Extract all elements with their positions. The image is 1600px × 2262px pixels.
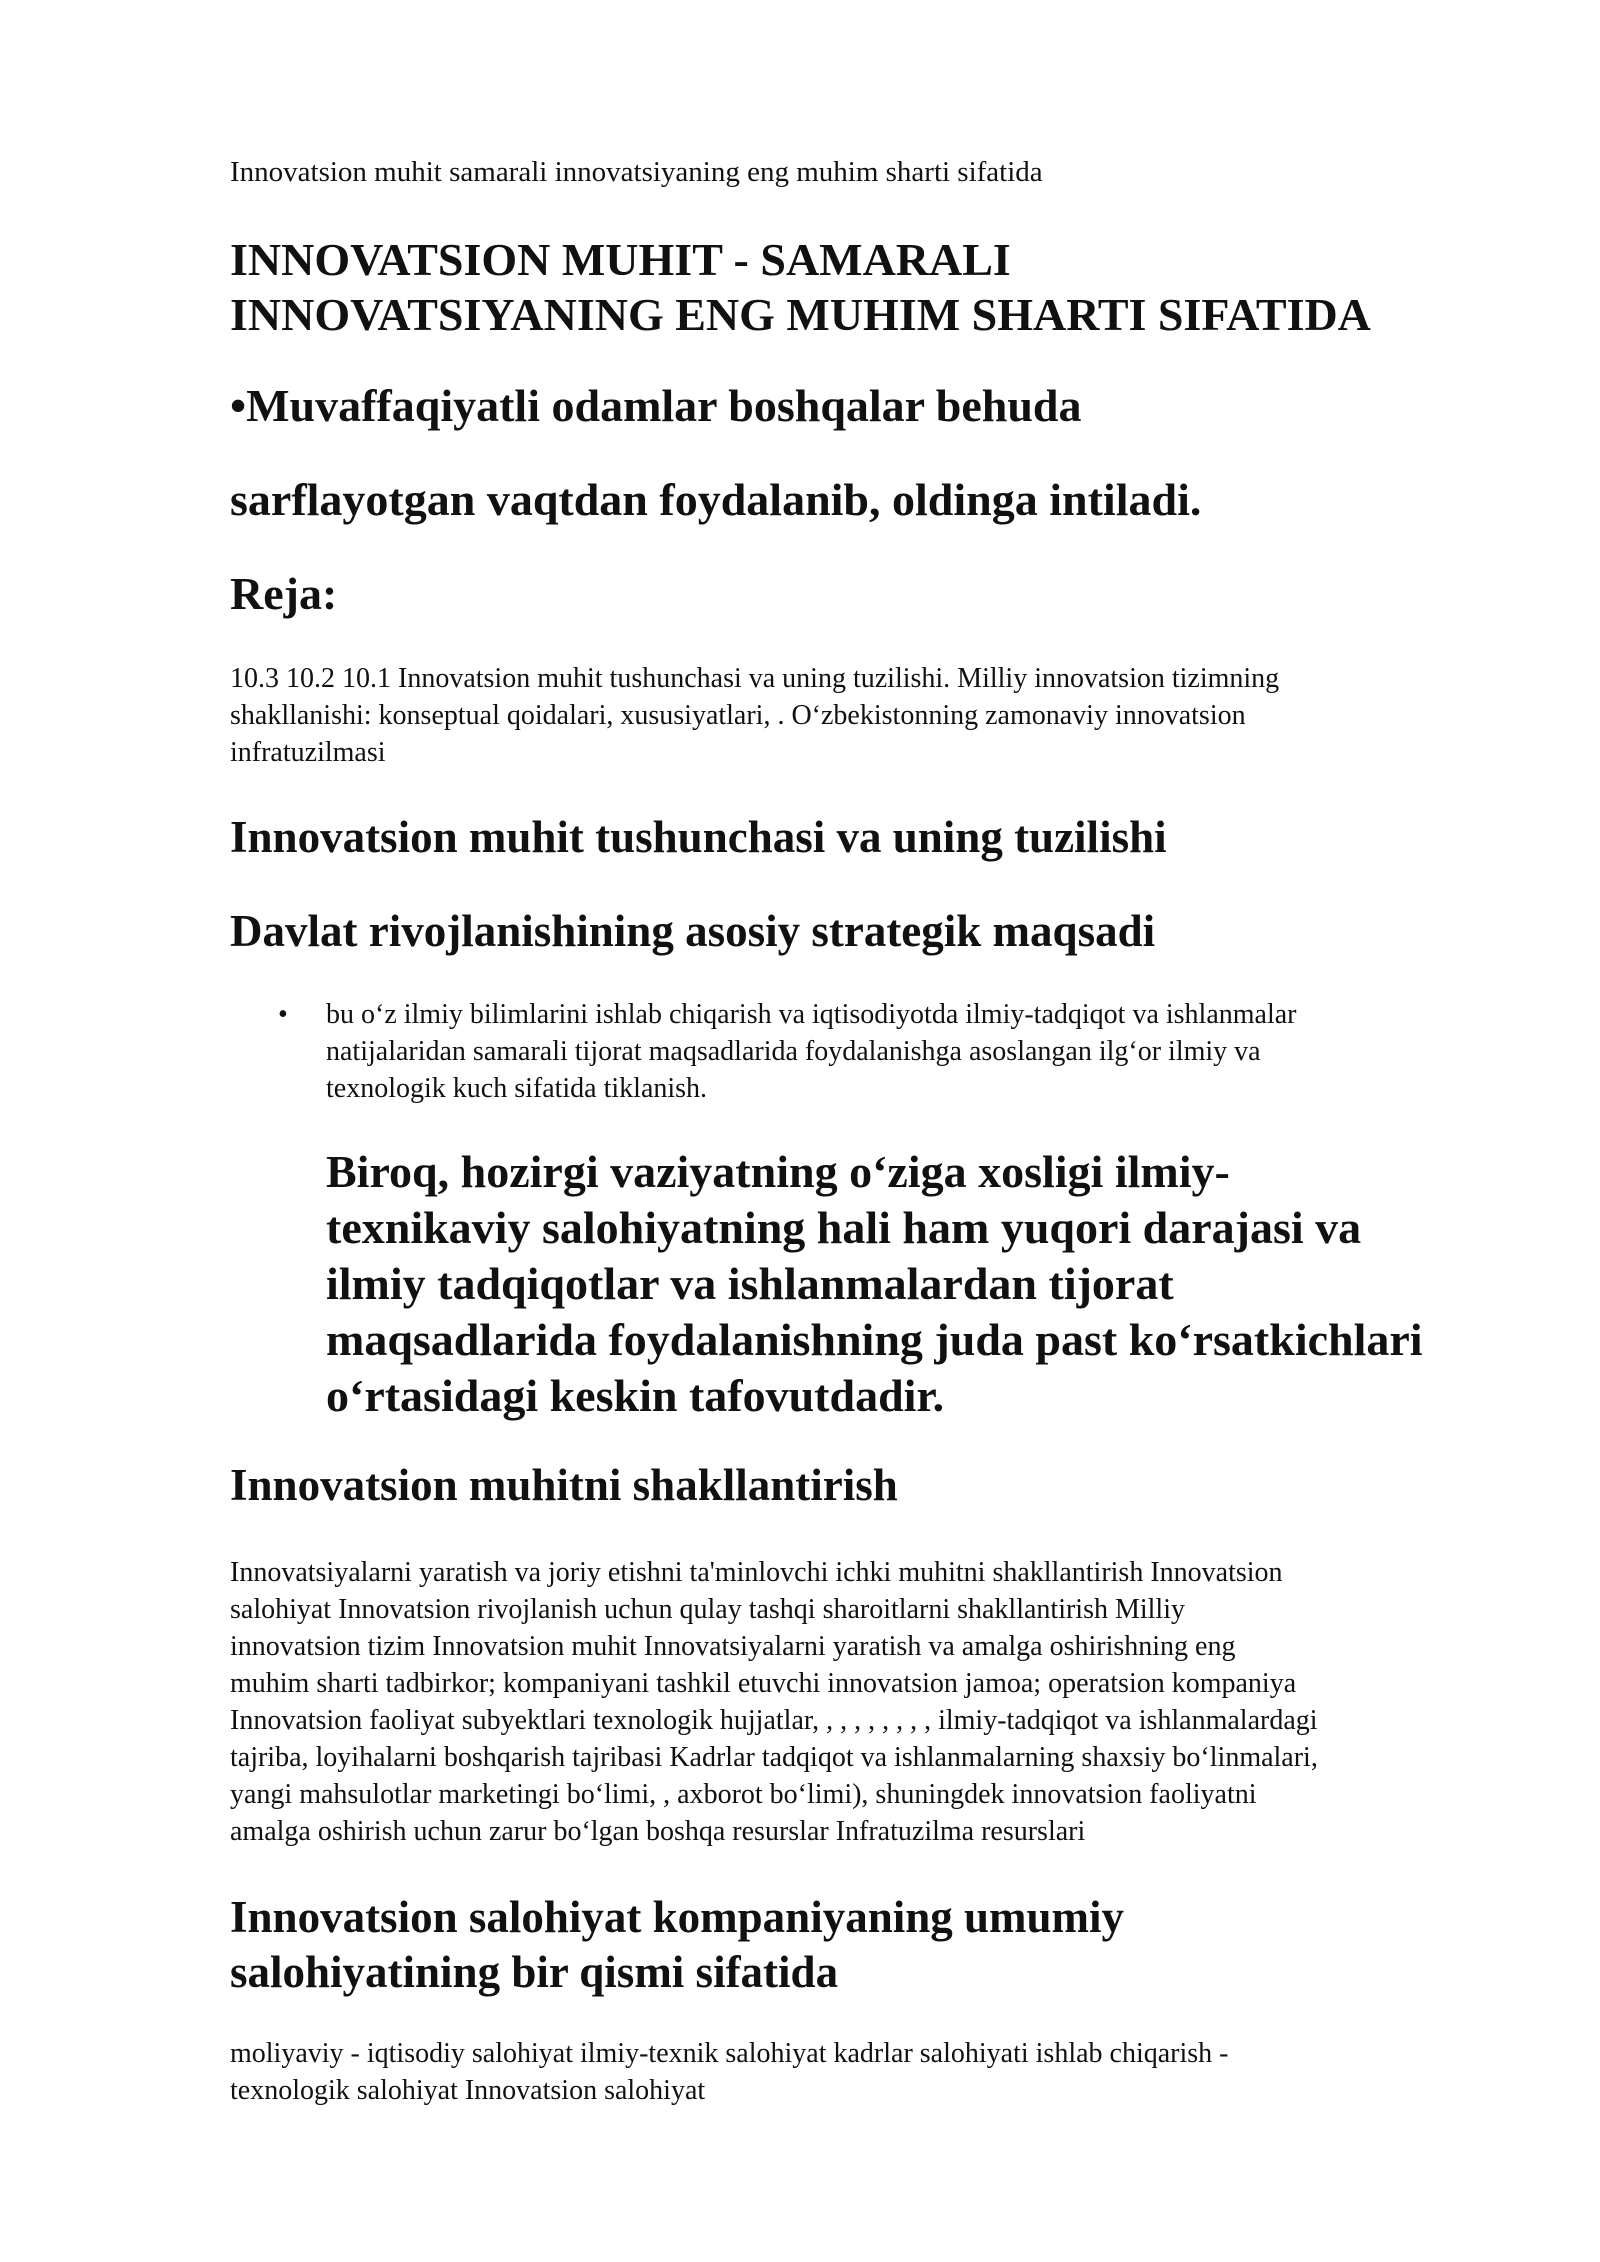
section-heading-potential-line-2: salohiyatining bir qismi sifatida bbox=[230, 1947, 839, 1997]
formation-line-4: muhim sharti tadbirkor; kompaniyani tashkil etuvchi innovatsion jamoa; operatsion kompaniya bbox=[230, 1668, 1297, 1699]
plan-heading: Reja: bbox=[230, 568, 338, 619]
bullet-line-2: natijalaridan samarali tijorat maqsadlarida foydalanishga asoslangan ilg‘or ilmiy va bbox=[326, 1036, 1261, 1067]
formation-text bbox=[230, 1554, 1490, 1850]
potential-line-2: texnologik salohiyat Innovatsion salohiyat bbox=[230, 2075, 706, 2106]
potential-text bbox=[230, 2035, 1490, 2109]
bullet-line-3: texnologik kuch sifatida tiklanish. bbox=[326, 1073, 708, 1104]
plan-text-line-1: 10.3 10.2 10.1 Innovatsion muhit tushunchasi va uning tuzilishi. Milliy innovatsion tizimning bbox=[230, 663, 1280, 694]
plan-text-line-3: infratuzilmasi bbox=[230, 737, 386, 768]
section-heading-potential bbox=[230, 1890, 1490, 2000]
emphasis-line-1: Biroq, hozirgi vaziyatning o‘ziga xosligi ilmiy- bbox=[326, 1146, 1230, 1197]
section-heading-potential-line-1: Innovatsion salohiyat kompaniyaning umumiy bbox=[230, 1892, 1125, 1942]
emphasis-line-5: o‘rtasidagi keskin tafovutdadir. bbox=[326, 1370, 945, 1421]
main-title bbox=[230, 232, 1371, 342]
plan-text bbox=[230, 660, 1490, 771]
plan-text-line-2: shakllanishi: konseptual qoidalari, xususiyatlari, . O‘zbekistonning zamonaviy innovatsion bbox=[230, 700, 1246, 731]
section-heading-concept: Innovatsion muhit tushunchasi va uning tuzilishi bbox=[230, 812, 1167, 862]
formation-line-5: Innovatsion faoliyat subyektlari texnologik hujjatlar, , , , , , , , , ilmiy-tadqiqot va ishlanmalardagi bbox=[230, 1705, 1318, 1736]
emphasis-paragraph bbox=[326, 1144, 1526, 1424]
formation-line-2: salohiyat Innovatsion rivojlanish uchun qulay tashqi sharoitlarni shakllantirish Milliy bbox=[230, 1594, 1185, 1625]
potential-line-1: moliyaviy - iqtisodiy salohiyat ilmiy-texnik salohiyat kadrlar salohiyati ishlab chiqarish - bbox=[230, 2038, 1229, 2069]
document-header: Innovatsion muhit samarali innovatsiyaning eng muhim sharti sifatida bbox=[230, 156, 1043, 188]
bullet-line-1: bu o‘z ilmiy bilimlarini ishlab chiqarish va iqtisodiyotda ilmiy-tadqiqot va ishlanmalar bbox=[326, 999, 1297, 1030]
formation-line-7: yangi mahsulotlar marketingi bo‘limi, , axborot bo‘limi), shuningdek innovatsion faoliyatni bbox=[230, 1779, 1257, 1810]
formation-line-1: Innovatsiyalarni yaratish va joriy etishni ta'minlovchi ichki muhitni shakllantirish Innovatsion bbox=[230, 1557, 1283, 1588]
formation-line-6: tajriba, loyihalarni boshqarish tajribasi Kadrlar tadqiqot va ishlanmalarning shaxsiy bo‘linmalari, bbox=[230, 1742, 1318, 1773]
formation-line-3: innovatsion tizim Innovatsion muhit Innovatsiyalarni yaratish va amalga oshirishning eng bbox=[230, 1631, 1236, 1662]
emphasis-line-2: texnikaviy salohiyatning hali ham yuqori darajasi va bbox=[326, 1202, 1362, 1253]
bullet-dot-icon: • bbox=[278, 999, 288, 1030]
emphasis-line-3: ilmiy tadqiqotlar va ishlanmalardan tijorat bbox=[326, 1258, 1174, 1309]
formation-line-8: amalga oshirish uchun zarur bo‘lgan boshqa resurslar Infratuzilma resurslari bbox=[230, 1816, 1086, 1847]
quote-line-2: sarflayotgan vaqtdan foydalanib, oldinga intiladi. bbox=[230, 474, 1202, 525]
section-heading-formation: Innovatsion muhitni shakllantirish bbox=[230, 1460, 898, 1510]
quote-line-1: •Muvaffaqiyatli odamlar boshqalar behuda bbox=[230, 380, 1082, 431]
bullet-item bbox=[278, 996, 1496, 1107]
section-heading-strategic-goal: Davlat rivojlanishining asosiy strategik maqsadi bbox=[230, 906, 1156, 956]
bullet-list bbox=[278, 996, 1496, 1107]
main-title-line-1: INNOVATSION MUHIT - SAMARALI bbox=[230, 234, 1011, 285]
main-title-line-2: INNOVATSIYANING ENG MUHIM SHARTI SIFATIDA bbox=[230, 289, 1371, 340]
emphasis-line-4: maqsadlarida foydalanishning juda past ko‘rsatkichlari bbox=[326, 1314, 1423, 1365]
